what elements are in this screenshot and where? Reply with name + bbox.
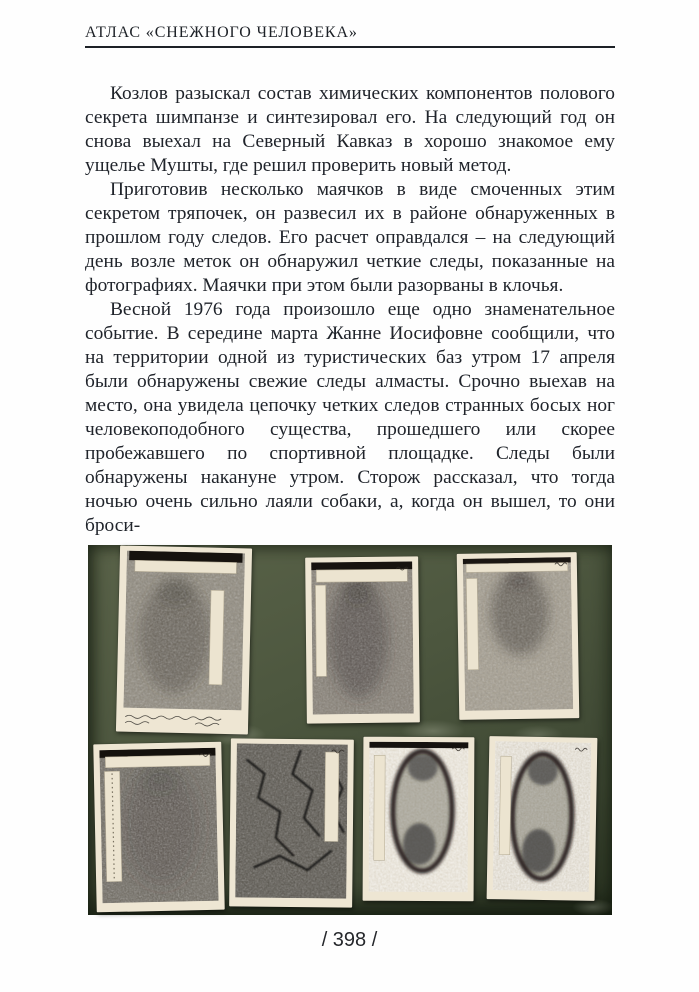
ruler-strip bbox=[209, 590, 224, 684]
handwritten-caption bbox=[123, 712, 241, 731]
ruler-strip bbox=[374, 755, 385, 860]
paragraph-3: Весной 1976 года произошло еще одно знаменательное событие. В середине марта Жанне Иосифовне сообщили, что на территории одной из туристических баз утром 17 апреля были обнаружены свежие следы алмасты. Срочно выехав на место, она увидела цепочку четких следов странных босых ног человекоподобного существа, прошедшего или скорее пробежавшего по спортивной площадке. Следы были обнаружены накануне утром. Сторож рассказал, что тогда ночью очень сильно лаяли собаки, а, когда он вышел, то они броси- bbox=[85, 299, 615, 536]
photo-dark-band bbox=[369, 742, 468, 749]
footprint-image bbox=[99, 748, 218, 903]
footprint-outline bbox=[511, 753, 573, 879]
footprint-image bbox=[369, 742, 469, 893]
footprint-photo-6 bbox=[363, 737, 475, 902]
ruler-strip bbox=[499, 756, 511, 855]
footprint-image bbox=[235, 743, 348, 898]
footprint-outline bbox=[392, 751, 452, 871]
photo-dark-band bbox=[311, 561, 412, 570]
ruler-strip bbox=[325, 752, 339, 841]
page-number: / 398 / bbox=[321, 929, 378, 951]
ruler-strip bbox=[135, 560, 237, 573]
footprint-photo-1 bbox=[116, 546, 252, 735]
footprint-image bbox=[123, 551, 245, 711]
paragraph-2: Приготовив несколько маячков в виде смоченных этим секретом тряпочек, он развесил их в районе обнаруженных в прошлом году следов. Его расчет оправдался – на следующий день возле меток он обнаружил четкие следы, показанные на фотографиях. Маячки при этом были разорваны в клочья. bbox=[85, 179, 615, 296]
ruler-strip bbox=[466, 578, 478, 669]
footprint-photo-3 bbox=[457, 552, 580, 720]
ruler-strip bbox=[315, 585, 326, 676]
ruler-strip bbox=[316, 569, 407, 582]
footprint-photo-5 bbox=[229, 738, 354, 907]
ruler-strip bbox=[466, 563, 568, 573]
footprint-photo-4 bbox=[93, 742, 224, 913]
footprint-image bbox=[493, 741, 592, 892]
photo-board bbox=[88, 545, 612, 915]
footprint-image bbox=[463, 557, 573, 711]
footprint-image bbox=[311, 561, 414, 714]
header-rule bbox=[85, 46, 615, 48]
paragraph-1: Козлов разыскал состав химических компонентов полового секрета шимпанзе и синтезировал его. На следующий год он снова выехал на Северный Кавказ в хорошо знакомое ему ущелье Мушты, где решил проверить новый метод. bbox=[85, 83, 615, 176]
running-head-title: АТЛАС «СНЕЖНОГО ЧЕЛОВЕКА» bbox=[85, 24, 358, 41]
ruler-strip bbox=[104, 771, 121, 881]
footprint-photo-2 bbox=[305, 556, 420, 723]
ruler-strip bbox=[105, 755, 210, 768]
footprint-photo-7 bbox=[487, 736, 598, 901]
body-text bbox=[85, 82, 615, 538]
